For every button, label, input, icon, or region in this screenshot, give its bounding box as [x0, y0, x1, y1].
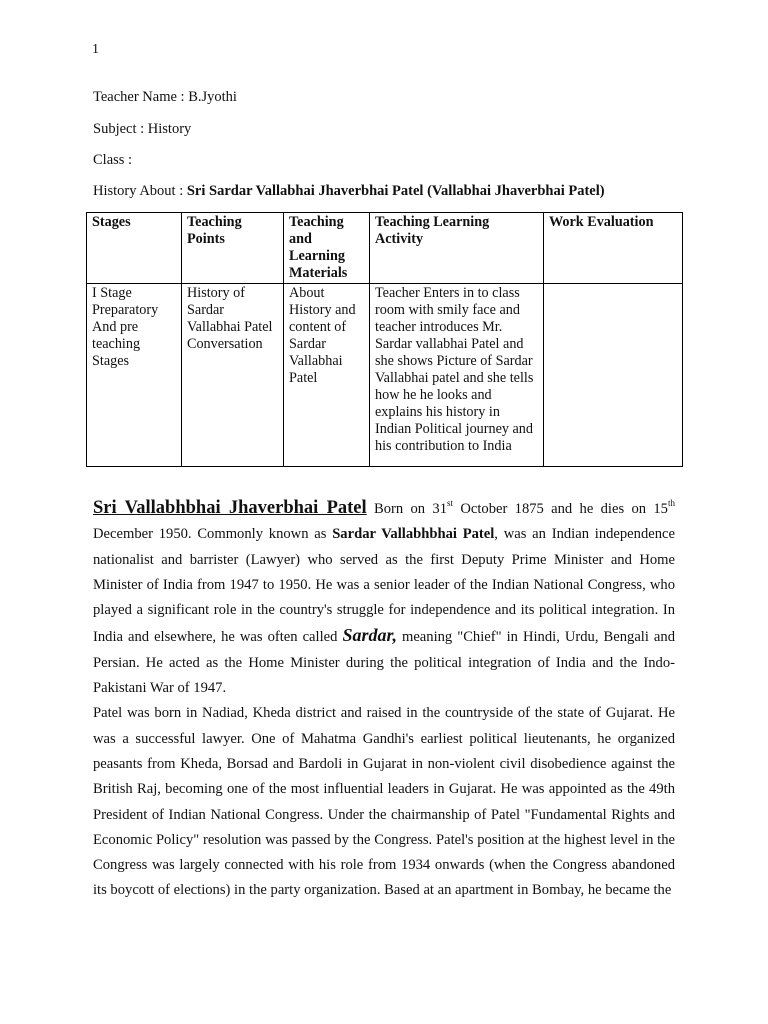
- article-title: Sri Vallabhbhai Jhaverbhai Patel: [93, 498, 367, 518]
- superscript: st: [447, 498, 454, 508]
- text-segment: December 1950. Commonly known as: [93, 526, 333, 543]
- header-work-evaluation: Work Evaluation: [544, 213, 683, 284]
- teacher-name-line: [93, 88, 237, 106]
- history-about-value: Sri Sardar Vallabhai Jhaverbhai Patel (Vallabhai Jhaverbhai Patel): [186, 183, 605, 199]
- page-number: 1: [92, 42, 99, 57]
- history-about-label: History About :: [93, 183, 187, 199]
- text-segment: meaning "Chief" in Hindi, Urdu, Bengali and Persian. He acted as the Home Minister during the political integration of India and the Indo-Pakistani War of 1947.: [93, 629, 675, 697]
- lesson-plan-table: [86, 212, 683, 467]
- article-body: [93, 496, 675, 904]
- class-line: [93, 151, 132, 169]
- teacher-name-label: Teacher Name :: [93, 89, 189, 105]
- history-about-line: [93, 182, 605, 200]
- cell-stages: I Stage Preparatory And pre teaching Stages: [87, 284, 182, 467]
- teacher-name-value: B.Jyothi: [188, 89, 237, 105]
- cell-work-evaluation: [544, 284, 683, 467]
- header-materials: Teaching and Learning Materials: [284, 213, 370, 284]
- text-segment: October 1875 and he dies on 15: [453, 501, 668, 517]
- subject-value: History: [147, 121, 192, 137]
- article-paragraph-1: [93, 496, 675, 701]
- sardar-emphasis: Sardar,: [342, 625, 397, 646]
- text-segment: , was an Indian independence nationalist and barrister (Lawyer) who served as the first Deputy Prime Minister and Home Minister of India from 1947 to 1950. He was a senior leader of the Indian National Congress, who played a significant role in the country's struggle for independence and its political integration. In India and elsewhere, he was often called: [93, 526, 675, 646]
- cell-activity: Teacher Enters in to class room with smily face and teacher introduces Mr. Sardar vallabhai Patel and she shows Picture of Sardar Vallabhai patel and she tells how he he looks and explains his history in Indian Political journey and his contribution to India: [370, 284, 544, 467]
- cell-teaching-points: History of Sardar Vallabhai Patel Conversation: [182, 284, 284, 467]
- subject-label: Subject :: [93, 121, 148, 137]
- article-paragraph-2: Patel was born in Nadiad, Kheda district and raised in the countryside of the state of Gujarat. He was a successful lawyer. One of Mahatma Gandhi's earliest political lieutenants, he organized peasants from Kheda, Borsad and Bardoli in Gujarat in non-violent civil disobedience against the British Raj, becoming one of the most influential leaders in Gujarat. He was appointed as the 49th President of Indian National Congress. Under the chairmanship of Patel "Fundamental Rights and Economic Policy" resolution was passed by the Congress. Patel's position at the highest level in the Congress was largely connected with his role from 1934 onwards (when the Congress abandoned its boycott of elections) in the party organization. Based at an apartment in Bombay, he became the: [93, 705, 675, 899]
- cell-materials: About History and content of Sardar Vallabhai Patel: [284, 284, 370, 467]
- header-teaching-points: Teaching Points: [182, 213, 284, 284]
- header-activity: Teaching Learning Activity: [370, 213, 544, 284]
- text-segment: Born on 31: [366, 501, 447, 517]
- header-stages: Stages: [87, 213, 182, 284]
- superscript: th: [667, 498, 675, 508]
- table-row: [87, 284, 683, 467]
- subject-line: [93, 120, 191, 138]
- bold-name: Sardar Vallabhbhai Patel: [332, 526, 495, 543]
- class-label: Class :: [93, 152, 133, 168]
- table-header-row: [87, 213, 683, 284]
